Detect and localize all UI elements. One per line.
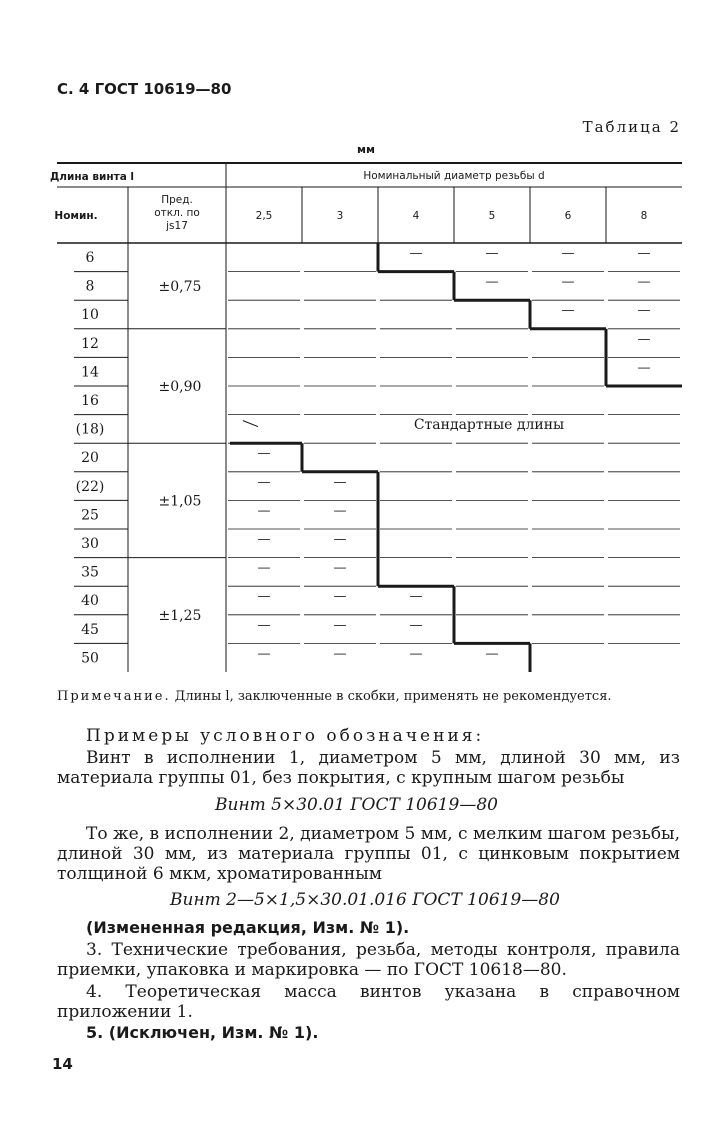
empty-cell-dash: —	[333, 589, 347, 605]
empty-cell-dash: —	[333, 617, 347, 633]
length-value: 45	[81, 621, 99, 638]
table-units: мм	[357, 143, 375, 156]
head-diameter-4: 6	[564, 210, 572, 222]
empty-cell-dash: —	[485, 646, 499, 662]
length-value: (22)	[75, 478, 105, 495]
empty-cell-dash: —	[637, 360, 651, 376]
empty-cell-dash: —	[409, 589, 423, 605]
empty-cell-dash: —	[485, 274, 499, 290]
empty-cell-dash: —	[257, 617, 271, 633]
table-note	[57, 688, 682, 705]
example2-formula: Винт 2—5×1,5×30.01.016 ГОСТ 10619—80	[170, 890, 560, 910]
tolerance-value: ±1,25	[158, 607, 202, 624]
paragraph-5: 5. (Исключен, Изм. № 1).	[86, 1023, 319, 1042]
length-value: 8	[85, 278, 95, 295]
empty-cell-dash: —	[561, 246, 575, 261]
empty-cell-dash: —	[333, 503, 347, 519]
length-value: 14	[81, 364, 99, 381]
head-diameter-5: 8	[640, 210, 648, 222]
empty-cell-dash: —	[333, 646, 347, 662]
table-number: Таблица 2	[582, 118, 681, 136]
length-value: 12	[81, 335, 99, 352]
empty-cell-dash: —	[333, 560, 347, 576]
tolerance-value: ±1,05	[158, 493, 202, 510]
empty-cell-dash: —	[257, 446, 271, 462]
length-value: 20	[81, 450, 99, 467]
note-text: Длины l, заключенные в скобки, применять не рекомендуется.	[174, 689, 612, 704]
length-value: 25	[81, 507, 99, 524]
head-diameter-3: 5	[488, 210, 496, 222]
empty-cell-dash: —	[485, 246, 499, 261]
length-value: 50	[81, 650, 99, 667]
empty-cell-dash: —	[333, 532, 347, 547]
empty-cell-dash: —	[257, 503, 271, 519]
empty-cell-dash: —	[637, 303, 651, 319]
page-number: 14	[52, 1055, 73, 1073]
tolerance-value: ±0,90	[158, 379, 202, 395]
paragraph-4: 4. Теоретическая масса винтов указана в справочном приложении 1.	[57, 982, 680, 1022]
examples-title: Примеры условного обозначения:	[86, 726, 485, 746]
length-value: 35	[81, 564, 99, 581]
empty-cell-dash: —	[257, 589, 271, 605]
head-diameter-group: Номинальный диаметр резьбы d	[363, 170, 545, 182]
empty-cell-dash: —	[409, 246, 423, 261]
head-length-group: Длина винта l	[49, 171, 135, 183]
head-tol-line1: Пред.	[161, 194, 193, 206]
example1-text: Винт в исполнении 1, диаметром 5 мм, длиной 30 мм, из материала группы 01, без покрытия, с крупным шагом резьбы	[57, 748, 680, 788]
empty-cell-dash: —	[561, 274, 575, 290]
paragraph-3: 3. Технические требования, резьба, методы контроля, правила приемки, упаковка и маркировка — по ГОСТ 10618—80.	[57, 940, 680, 980]
head-diameter-0: 2,5	[255, 210, 273, 222]
empty-cell-dash: —	[257, 646, 271, 662]
head-tol-line3: js17	[166, 220, 188, 232]
example2-text: То же, в исполнении 2, диаметром 5 мм, с мелким шагом резьбы, длиной 30 мм, из материала группы 01, с цинковым покрытием толщиной 6 мкм, хроматированным	[57, 824, 680, 884]
empty-cell-dash: —	[257, 560, 271, 576]
example1-formula: Винт 5×30.01 ГОСТ 10619—80	[215, 795, 498, 815]
length-value: (18)	[75, 421, 105, 438]
head-tol-line2: откл. по	[154, 207, 200, 219]
empty-cell-dash: —	[637, 274, 651, 290]
length-value: 6	[85, 250, 95, 266]
standard-lengths-label: Стандартные длины	[413, 417, 565, 433]
empty-cell-dash: —	[257, 474, 271, 490]
head-diameter-2: 4	[412, 210, 420, 222]
note-label: Примечание.	[57, 689, 171, 704]
length-value: 10	[81, 307, 99, 324]
tolerance-value: ±0,75	[158, 278, 202, 295]
amended-note: (Измененная редакция, Изм. № 1).	[86, 918, 410, 937]
empty-cell-dash: —	[409, 646, 423, 662]
length-value: 16	[81, 393, 99, 409]
empty-cell-dash: —	[257, 532, 271, 547]
head-diameter-1: 3	[336, 210, 344, 222]
length-value: 30	[81, 536, 99, 552]
empty-cell-dash: —	[637, 246, 651, 261]
length-value: 40	[81, 593, 99, 610]
empty-cell-dash: —	[561, 303, 575, 319]
head-nominal: Номин.	[54, 210, 98, 222]
empty-cell-dash: —	[333, 474, 347, 490]
empty-cell-dash: —	[409, 617, 423, 633]
running-head: С. 4 ГОСТ 10619—80	[57, 80, 232, 98]
empty-cell-dash: —	[637, 331, 651, 347]
